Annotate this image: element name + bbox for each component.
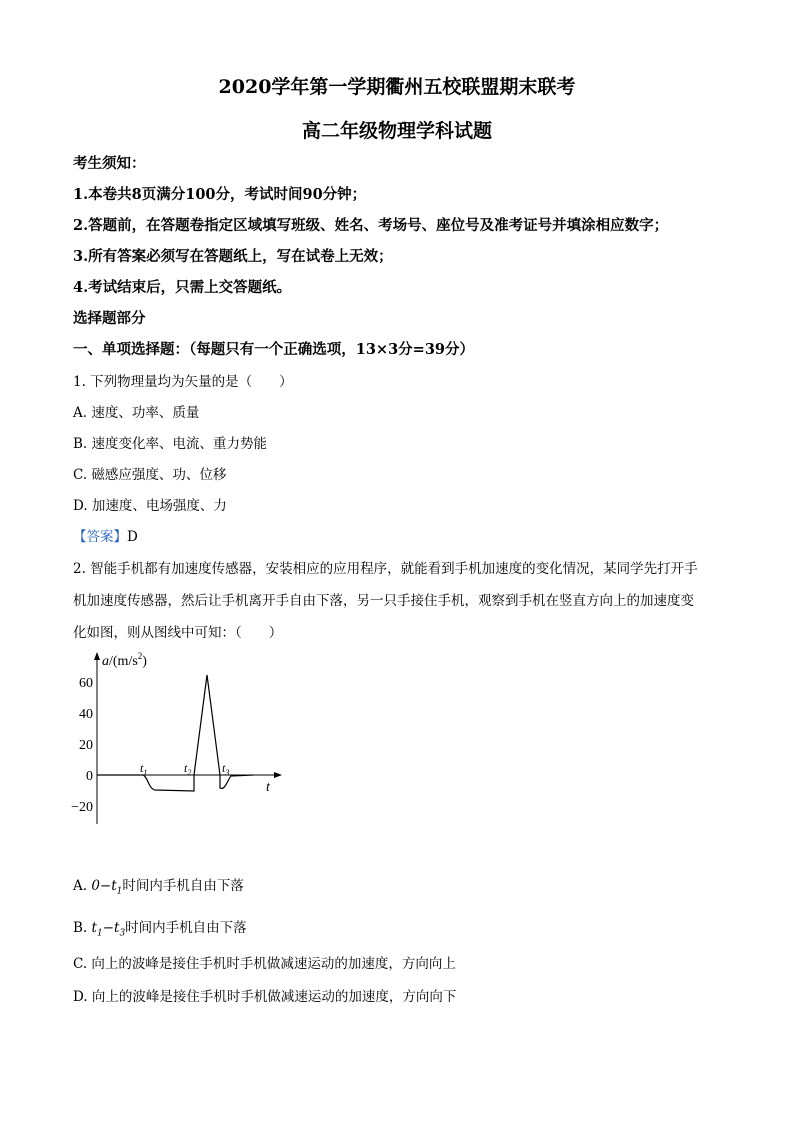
- y-tick-40: 40: [79, 707, 93, 722]
- notice-item-4: 4.考试结束后，只需上交答题纸。: [73, 279, 292, 296]
- y-label-a: a: [102, 654, 109, 669]
- answer-tag: 【答案】: [73, 529, 127, 545]
- y-label-close: ): [142, 654, 147, 669]
- x-axis-label: t: [266, 780, 270, 795]
- acceleration-curve: [97, 675, 253, 791]
- q2-option-a: A. $0-t_1$时间内手机自由下落: [73, 878, 244, 897]
- acceleration-time-graph: [68, 648, 293, 828]
- exam-title: 2020学年第一学期衢州五校联盟期末联考: [218, 76, 576, 98]
- q1-option-b: B. 速度变化率、电流、重力势能: [73, 436, 268, 452]
- q1-option-c: C. 磁感应强度、功、位移: [73, 467, 227, 483]
- q2-option-b: B. $t_1-t_3$时间内手机自由下落: [73, 920, 247, 939]
- notice-item-1: 1.本卷共8页满分100分，考试时间90分钟；: [73, 186, 367, 203]
- section-part: 选择题部分: [73, 310, 146, 327]
- q2-option-d: D. 向上的波峰是接住手机时手机做减速运动的加速度，方向向下: [73, 989, 457, 1005]
- y-axis-arrow: [94, 652, 100, 660]
- answer-value: D: [127, 529, 138, 545]
- y-tick-60: 60: [79, 676, 93, 691]
- q2-stem-line-1: 2. 智能手机都有加速度传感器，安装相应的应用程序，就能看到手机加速度的变化情况，某同学先打开手: [73, 561, 698, 577]
- marker-t1: $t_1$: [140, 761, 148, 777]
- q2-stem-line-3: 化如图，则从图线中可知：（ ）: [73, 625, 283, 641]
- q1-stem: 1. 下列物理量均为矢量的是（ ）: [73, 374, 293, 390]
- x-axis-arrow: [274, 772, 282, 778]
- q1-option-d: D. 加速度、电场强度、力: [73, 498, 227, 514]
- y-tick-20: 20: [79, 738, 93, 753]
- q2-option-c: C. 向上的波峰是接住手机时手机做减速运动的加速度，方向向上: [73, 956, 456, 972]
- notice-heading: 考生须知：: [73, 155, 146, 172]
- y-tick-neg20: −20: [71, 800, 93, 815]
- section-heading: 一、单项选择题：（每题只有一个正确选项，13×3分=39分）: [73, 341, 474, 358]
- exam-subtitle: 高二年级物理学科试题: [301, 120, 492, 142]
- notice-item-2: 2.答题前，在答题卷指定区域填写班级、姓名、考场号、座位号及准考证号并填涂相应数字；: [73, 217, 669, 234]
- marker-t2: $t_2$: [184, 761, 192, 777]
- q1-option-a: A. 速度、功率、质量: [73, 405, 200, 421]
- notice-item-3: 3.所有答案必须写在答题纸上，写在试卷上无效；: [73, 248, 393, 265]
- y-tick-0: 0: [86, 769, 93, 784]
- y-label-sup: 2: [137, 651, 143, 661]
- marker-t3: $t_3$: [222, 761, 230, 777]
- q2-stem-line-2: 机加速度传感器，然后让手机离开手自由下落，另一只手接住手机，观察到手机在竖直方向上的加速度变: [73, 593, 694, 609]
- y-axis-label: [102, 651, 147, 669]
- y-label-unit: /(m/s: [109, 654, 138, 669]
- q1-answer: [73, 525, 138, 545]
